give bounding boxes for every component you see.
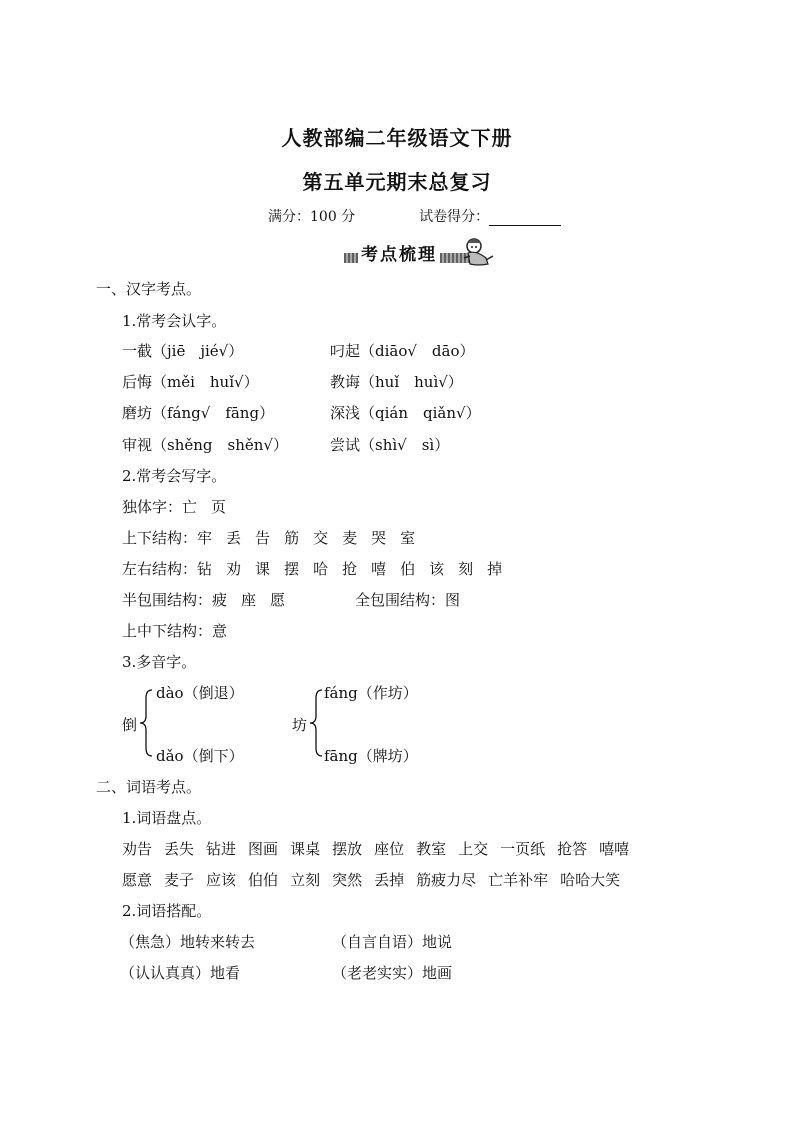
char: 交: [313, 529, 329, 547]
word-list-row: [122, 838, 641, 859]
char: 劝: [226, 560, 242, 578]
pinyin-item: 深浅（qián qiǎn√）: [330, 404, 481, 422]
subheading-word-pairing: 2.词语搭配。: [122, 902, 212, 920]
word: 教室: [416, 840, 447, 858]
section-heading-characters: 一、汉字考点。: [96, 280, 202, 298]
score-line: [268, 206, 561, 226]
left-right-structure-row: [122, 558, 516, 579]
char: 页: [211, 498, 227, 516]
half-enclosure-row: [122, 589, 299, 610]
char: 亡: [182, 498, 198, 516]
word: 丢失: [164, 840, 195, 858]
upper-middle-lower-row: [122, 620, 227, 641]
subheading-word-list: 1.词语盘点。: [122, 809, 212, 827]
char: 筋: [284, 529, 300, 547]
pinyin-item: 审视（shěng shěn√）: [122, 436, 288, 454]
word: 愿意: [122, 871, 153, 889]
score-blank[interactable]: [489, 211, 561, 226]
word: 摆放: [332, 840, 363, 858]
char: 刻: [458, 560, 474, 578]
row-label: 独体字：: [122, 498, 183, 516]
full-score: 满分：100 分: [268, 209, 356, 225]
obtained-score-label: 试卷得分：: [419, 209, 490, 225]
up-down-structure-row: [122, 527, 429, 548]
char: 麦: [342, 529, 358, 547]
page-subtitle: 第五单元期末总复习: [302, 170, 492, 194]
left-brace-icon: [308, 688, 324, 758]
pinyin-item: 一截（jiē jié√）: [122, 342, 244, 360]
cartoon-kid-icon: [460, 236, 496, 270]
word: 麦子: [164, 871, 195, 889]
char: 钻: [197, 560, 213, 578]
word-pair: （认认真真）地看: [120, 964, 241, 982]
polyphonic-reading: dǎo（倒下）: [156, 747, 244, 765]
word: 座位: [374, 840, 405, 858]
section-banner: [344, 236, 496, 270]
word: 突然: [332, 871, 363, 889]
word: 钻进: [206, 840, 237, 858]
single-structure-row: [122, 496, 240, 517]
banner-title: 考点梳理: [358, 240, 440, 265]
word-pair: （自言自语）地说: [332, 933, 453, 951]
pinyin-item: 后悔（měi huǐ√）: [122, 373, 259, 391]
polyphonic-reading: dào（倒退）: [156, 684, 244, 702]
pinyin-item: 尝试（shì√ sì）: [330, 436, 450, 454]
pinyin-item: 磨坊（fáng√ fāng）: [122, 404, 275, 422]
char: 意: [212, 622, 228, 640]
char: 疲: [212, 591, 228, 609]
char: 告: [255, 529, 271, 547]
word: 劝告: [122, 840, 153, 858]
row-label: 上下结构：: [122, 529, 198, 547]
row-label: 左右结构：: [122, 560, 198, 578]
word: 抢答: [557, 840, 588, 858]
word: 哈哈大笑: [560, 871, 621, 889]
polyphonic-reading: fāng（牌坊）: [324, 747, 418, 765]
word: 筋疲力尽: [416, 871, 477, 889]
page-title: 人教部编二年级语文下册: [281, 126, 513, 150]
char: 座: [241, 591, 257, 609]
word: 丢掉: [374, 871, 405, 889]
word: 图画: [248, 840, 279, 858]
char: 摆: [284, 560, 300, 578]
row-label: 上中下结构：: [122, 622, 213, 640]
subheading-write: 2.常考会写字。: [122, 467, 227, 485]
pinyin-item: 教诲（huǐ huì√）: [330, 373, 463, 391]
pinyin-item: 叼起（diāo√ dāo）: [330, 342, 475, 360]
polyphonic-reading: fáng（作坊）: [324, 684, 418, 702]
char: 嘻: [371, 560, 387, 578]
word: 课桌: [290, 840, 321, 858]
subheading-polyphonic: 3.多音字。: [122, 653, 197, 671]
word: 应该: [206, 871, 237, 889]
word-list-row: [122, 869, 632, 890]
char: 掉: [487, 560, 503, 578]
word: 嘻嘻: [599, 840, 630, 858]
polyphonic-char: 倒: [122, 716, 138, 734]
row-label: 全包围结构：: [355, 591, 446, 609]
word: 一页纸: [500, 840, 546, 858]
word: 亡羊补牢: [488, 871, 549, 889]
subheading-recognize: 1.常考会认字。: [122, 312, 227, 330]
char: 抢: [342, 560, 358, 578]
char: 哭: [371, 529, 387, 547]
char: 伯: [400, 560, 416, 578]
left-brace-icon: [138, 688, 154, 758]
word: 上交: [458, 840, 489, 858]
polyphonic-char: 坊: [292, 716, 308, 734]
char: 牢: [197, 529, 213, 547]
char: 该: [429, 560, 445, 578]
char: 丢: [226, 529, 242, 547]
full-enclosure-row: [355, 589, 460, 610]
word-pair: （老老实实）地画: [332, 964, 453, 982]
char: 课: [255, 560, 271, 578]
section-heading-words: 二、词语考点。: [96, 778, 202, 796]
char: 愿: [270, 591, 286, 609]
char: 图: [445, 591, 461, 609]
word: 立刻: [290, 871, 321, 889]
word: 伯伯: [248, 871, 279, 889]
char: 哈: [313, 560, 329, 578]
word-pair: （焦急）地转来转去: [120, 933, 256, 951]
row-label: 半包围结构：: [122, 591, 213, 609]
char: 室: [400, 529, 416, 547]
